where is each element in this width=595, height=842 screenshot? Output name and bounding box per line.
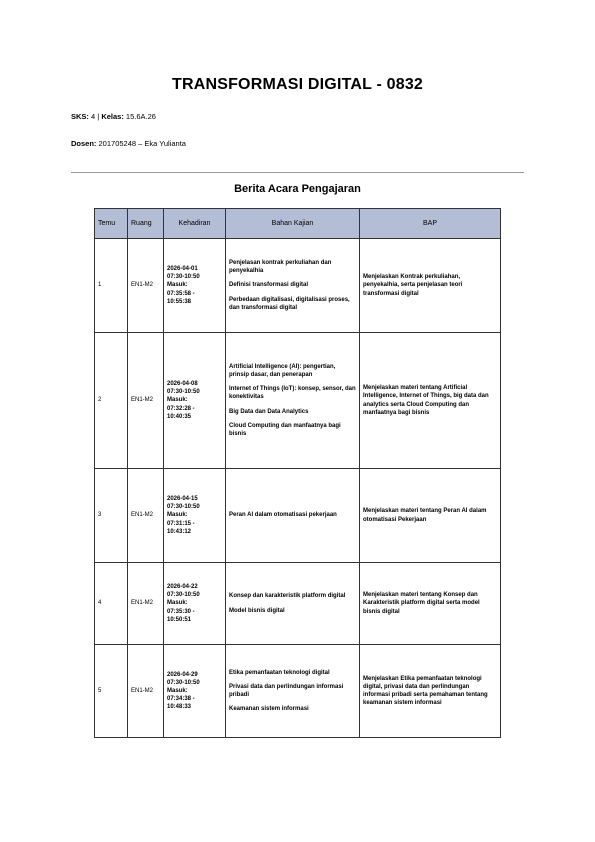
cell-temu: 5 [95,645,128,738]
bahan-item: Big Data dan Data Analytics [229,408,309,415]
kehadiran-label: Masuk: [167,687,188,694]
cell-bap: Menjelaskan materi tentang Artificial Intelligence, Internet of Things, big data dan analytics serta Cloud Computing dan manfaatnya bagi bisnis [360,333,501,469]
kehadiran-label: Masuk: [167,600,188,607]
cell-ruang: EN1-M2 [128,333,164,469]
cell-kehadiran [164,563,226,645]
cell-temu: 2 [95,333,128,469]
table-row [95,239,501,333]
cell-bahan-kajian [226,239,360,333]
kehadiran-date: 2026-04-22 [167,584,198,591]
header-ruang: Ruang [128,209,164,239]
kehadiran-label: Masuk: [167,282,188,289]
header-temu: Temu [95,209,128,239]
cell-kehadiran [164,645,226,738]
cell-bahan-kajian [226,563,360,645]
kehadiran-label: Masuk: [167,397,188,404]
cell-ruang: EN1-M2 [128,239,164,333]
bahan-item: Cloud Computing dan manfaatnya bagi bisnis [229,422,341,437]
cell-temu: 4 [95,563,128,645]
cell-ruang: EN1-M2 [128,645,164,738]
cell-bap: Menjelaskan materi tentang Peran AI dalam otomatisasi Pekerjaan [360,469,501,563]
bahan-item: Privasi data dan perlindungan informasi pribadi [229,683,344,698]
cell-bahan-kajian [226,469,360,563]
kehadiran-date: 2026-04-15 [167,496,198,503]
kehadiran-time: 07:30-10:50 [167,592,200,599]
section-title: Berita Acara Pengajaran [234,183,361,195]
kehadiran-in: 07:35:30 - [167,608,195,615]
header-bap: BAP [360,209,501,239]
kehadiran-out: 10:50:51 [167,616,192,623]
kehadiran-out: 10:40:35 [167,413,192,420]
cell-temu: 3 [95,469,128,563]
bahan-item: Perbedaan digitalisasi, digitalisasi proses, dan transformasi digital [229,296,350,311]
divider [71,172,524,173]
kehadiran-time: 07:30-10:50 [167,679,200,686]
table-row [95,563,501,645]
kehadiran-date: 2026-04-01 [167,266,198,273]
kehadiran-in: 07:32:28 - [167,405,195,412]
kehadiran-time: 07:30-10:50 [167,504,200,511]
bahan-item: Model bisnis digital [229,607,285,614]
cell-kehadiran [164,239,226,333]
bahan-item: Peran AI dalam otomatisasi pekerjaan [229,512,337,519]
kehadiran-time: 07:30-10:50 [167,274,200,281]
kehadiran-in: 07:35:58 - [167,290,195,297]
cell-bahan-kajian [226,333,360,469]
cell-bap: Menjelaskan Kontrak perkuliahan, penyekalhia, serta penjelasan teori transformasi digital [360,239,501,333]
bahan-item: Keamanan sistem informasi [229,706,309,713]
cell-ruang: EN1-M2 [128,563,164,645]
sks-kelas-line [71,112,156,121]
dosen-line [71,139,186,148]
kehadiran-out: 10:48:33 [167,704,192,711]
teaching-record-table [94,208,501,738]
bahan-item: Penjelasan kontrak perkuliahan dan penyekalhia [229,260,332,275]
bahan-item: Konsep dan karakteristik platform digital [229,593,346,600]
kehadiran-in: 07:34:38 - [167,696,195,703]
cell-temu: 1 [95,239,128,333]
dosen-value: 201705248 – Eka Yulianta [98,139,186,148]
table-row [95,469,501,563]
cell-bap: Menjelaskan Etika pemanfaatan teknologi digital, privasi data dan perlindungan informasi pribadi serta pemahaman tentang keamanan sistem informasi [360,645,501,738]
cell-ruang: EN1-M2 [128,469,164,563]
cell-bap: Menjelaskan materi tentang Konsep dan Karakteristik platform digital serta model bisnis digital [360,563,501,645]
bahan-item: Definisi transformasi digital [229,282,309,289]
kehadiran-label: Masuk: [167,512,188,519]
kehadiran-date: 2026-04-29 [167,671,198,678]
kehadiran-out: 10:43:12 [167,528,192,535]
kehadiran-out: 10:55:38 [167,298,192,305]
table-header-row [95,209,501,239]
table-row [95,645,501,738]
table-row [95,333,501,469]
header-bahan-kajian: Bahan Kajian [226,209,360,239]
sks-label: SKS: [71,112,89,121]
sks-value: 4 | [91,112,102,121]
header-kehadiran: Kehadiran [164,209,226,239]
cell-kehadiran [164,333,226,469]
kelas-value: 15.6A.26 [125,112,156,121]
bahan-item: Internet of Things (IoT): konsep, sensor, dan konektivitas [229,386,356,401]
kelas-label: Kelas: [101,112,124,121]
kehadiran-time: 07:30-10:50 [167,389,200,396]
bahan-item: Etika pemanfaatan teknologi digital [229,669,330,676]
kehadiran-date: 2026-04-08 [167,381,198,388]
kehadiran-in: 07:31:15 - [167,520,195,527]
cell-kehadiran [164,469,226,563]
bahan-item: Artificial Intelligence (AI): pengertian, prinsip dasar, dan penerapan [229,364,336,379]
dosen-label: Dosen: [71,139,97,148]
cell-bahan-kajian [226,645,360,738]
document-title: TRANSFORMASI DIGITAL - 0832 [171,76,424,93]
